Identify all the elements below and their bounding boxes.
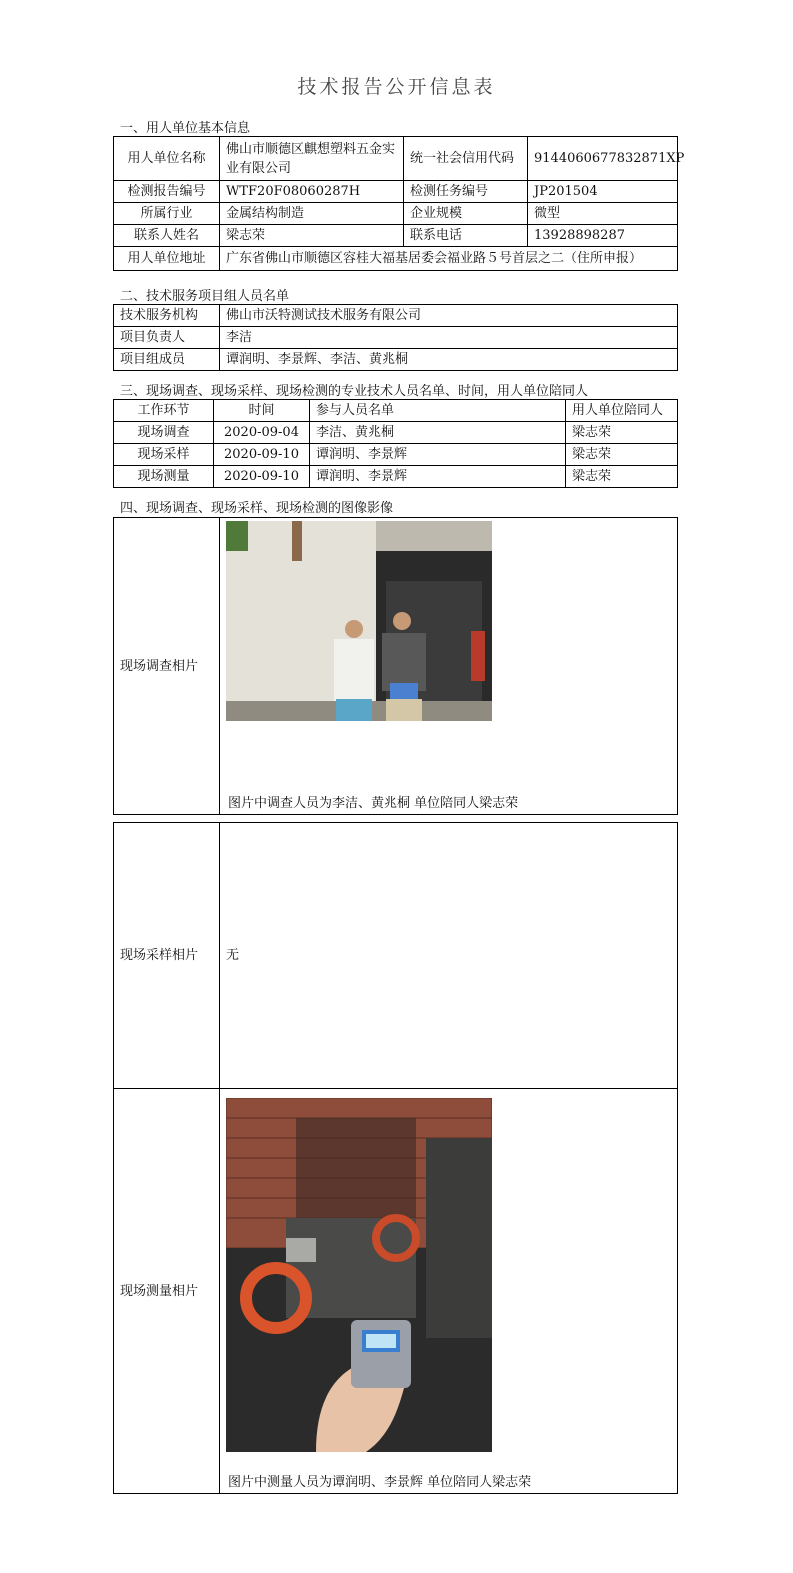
- table-row: [114, 181, 678, 203]
- scale-label: 企业规模: [404, 203, 528, 225]
- escort-cell: 梁志荣: [566, 466, 678, 488]
- table-row: [114, 225, 678, 247]
- date-cell: 2020-09-10: [214, 444, 310, 466]
- staff-cell: 谭润明、李景辉: [310, 466, 566, 488]
- survey-photo-cell: [220, 518, 678, 815]
- table-row: [114, 327, 678, 349]
- task-no-value: JP201504: [528, 181, 678, 203]
- table-row: [114, 137, 678, 181]
- measure-photo: [226, 1098, 492, 1452]
- header-staff: 参与人员名单: [310, 400, 566, 422]
- survey-caption: 图片中调查人员为李洁、黄兆桐 单位陪同人梁志荣: [228, 796, 519, 811]
- phone-label: 联系电话: [404, 225, 528, 247]
- measure-photo-label: 现场测量相片: [114, 1089, 220, 1494]
- credit-code-label: 统一社会信用代码: [404, 137, 528, 181]
- scale-value: 微型: [528, 203, 678, 225]
- unit-info-table: [113, 136, 685, 271]
- task-no-label: 检测任务编号: [404, 181, 528, 203]
- table-row: [114, 518, 678, 815]
- stage-cell: 现场调查: [114, 422, 214, 444]
- date-cell: 2020-09-04: [214, 422, 310, 444]
- date-cell: 2020-09-10: [214, 466, 310, 488]
- sampling-value: 无: [220, 823, 678, 1089]
- survey-photo: [226, 521, 492, 721]
- section1-heading: 一、用人单位基本信息: [120, 121, 251, 136]
- page-title: 技术报告公开信息表: [297, 76, 496, 98]
- staff-cell: 李洁、黄兆桐: [310, 422, 566, 444]
- table-row: [114, 247, 678, 271]
- header-stage: 工作环节: [114, 400, 214, 422]
- table-header-row: [114, 400, 678, 422]
- measure-photo-cell: [220, 1089, 678, 1494]
- stage-cell: 现场测量: [114, 466, 214, 488]
- table-row: [114, 349, 678, 371]
- survey-photo-table: [113, 517, 678, 815]
- address-value: 广东省佛山市顺德区容桂大福基居委会福业路５号首层之二（住所申报）: [220, 247, 678, 271]
- contact-name-value: 梁志荣: [220, 225, 404, 247]
- table-row: [114, 422, 678, 444]
- staff-cell: 谭润明、李景辉: [310, 444, 566, 466]
- industry-value: 金属结构制造: [220, 203, 404, 225]
- escort-cell: 梁志荣: [566, 422, 678, 444]
- table-row: [114, 1089, 678, 1494]
- table-row: [114, 466, 678, 488]
- escort-cell: 梁志荣: [566, 444, 678, 466]
- leader-label: 项目负责人: [114, 327, 220, 349]
- section4-heading: 四、现场调查、现场采样、现场检测的图像影像: [120, 501, 394, 516]
- section3-heading: 三、现场调查、现场采样、现场检测的专业技术人员名单、时间，用人单位陪同人: [120, 384, 589, 399]
- unit-name-label: 用人单位名称: [114, 137, 220, 181]
- team-table: [113, 304, 678, 371]
- survey-photo-label: 现场调查相片: [114, 518, 220, 815]
- section2-heading: 二、技术服务项目组人员名单: [120, 289, 290, 304]
- sampling-photo-label: 现场采样相片: [114, 823, 220, 1089]
- table-row: [114, 823, 678, 1089]
- header-date: 时间: [214, 400, 310, 422]
- header-escort: 用人单位陪同人: [566, 400, 678, 422]
- agency-value: 佛山市沃特测试技术服务有限公司: [220, 305, 678, 327]
- phone-value: 13928898287: [528, 225, 678, 247]
- stage-cell: 现场采样: [114, 444, 214, 466]
- unit-name-value: 佛山市顺德区麒想塑料五金实业有限公司: [220, 137, 404, 181]
- table-row: [114, 444, 678, 466]
- table-row: [114, 305, 678, 327]
- members-value: 谭润明、李景辉、李洁、黄兆桐: [220, 349, 678, 371]
- leader-value: 李洁: [220, 327, 678, 349]
- fieldwork-table: [113, 399, 678, 488]
- table-row: [114, 203, 678, 225]
- members-label: 项目组成员: [114, 349, 220, 371]
- report-no-value: WTF20F08060287H: [220, 181, 404, 203]
- address-label: 用人单位地址: [114, 247, 220, 271]
- contact-name-label: 联系人姓名: [114, 225, 220, 247]
- credit-code-value: 9144060677832871XP: [528, 137, 678, 181]
- agency-label: 技术服务机构: [114, 305, 220, 327]
- report-no-label: 检测报告编号: [114, 181, 220, 203]
- sampling-measure-table: [113, 822, 678, 1494]
- industry-label: 所属行业: [114, 203, 220, 225]
- measure-caption: 图片中测量人员为谭润明、李景辉 单位陪同人梁志荣: [228, 1475, 532, 1490]
